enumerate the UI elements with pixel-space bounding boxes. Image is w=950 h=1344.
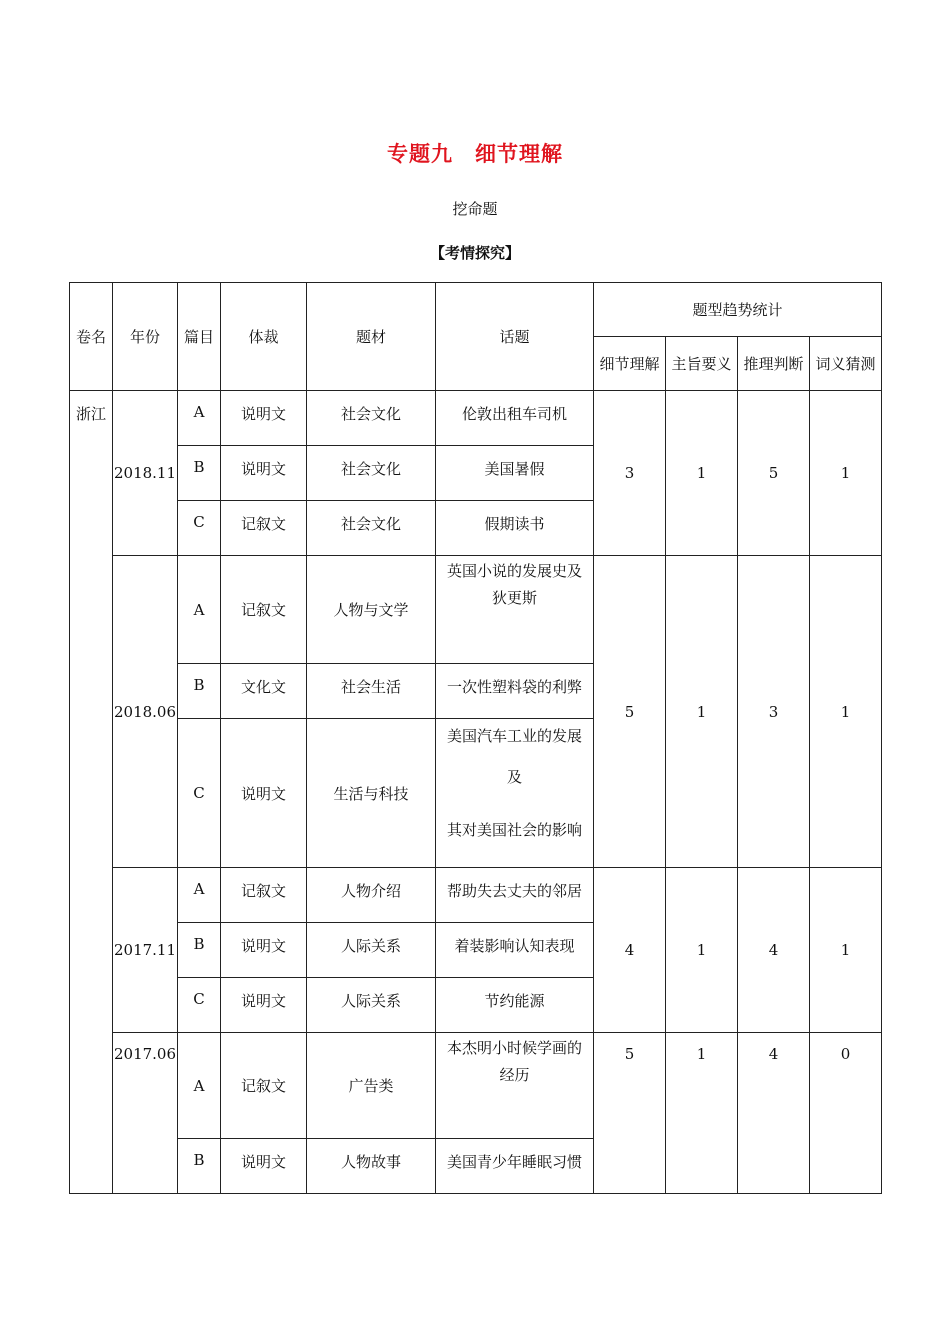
topic-cell: 美国青少年睡眠习惯 [446, 1153, 582, 1171]
header-sub-detail: 细节理解 [594, 337, 666, 391]
topic-cell [436, 1033, 594, 1139]
stat-inference: 5 [738, 391, 810, 556]
table-row [70, 868, 882, 923]
header-sub-vocab: 词义猜测 [810, 337, 882, 391]
header-sub-main-idea: 主旨要义 [666, 337, 738, 391]
year-cell: 2018.06 [113, 556, 178, 868]
ticai-cell: 记叙文 [240, 882, 286, 900]
table-row [70, 391, 882, 446]
subject-cell: 人际关系 [340, 992, 401, 1010]
topic-cell: 着装影响认知表现 [454, 937, 575, 955]
ticai-cell: 记叙文 [221, 556, 307, 664]
subject-cell: 人际关系 [340, 937, 401, 955]
stat-inference: 4 [738, 868, 810, 1033]
year-cell: 2017.06 [113, 1045, 177, 1063]
ticai-cell: 说明文 [221, 719, 307, 868]
topic-cell: 假期读书 [484, 515, 545, 533]
topic-cell: 美国暑假 [484, 460, 545, 478]
topic-cell: 帮助失去丈夫的邻居 [446, 882, 582, 900]
stat-inference: 4 [768, 1045, 779, 1063]
header-subject: 题材 [307, 283, 436, 391]
pian-cell: C [178, 719, 221, 868]
ticai-cell: 说明文 [240, 1153, 286, 1171]
header-pian: 篇目 [178, 283, 221, 391]
ticai-cell: 记叙文 [221, 1033, 307, 1139]
year-cell: 2018.11 [113, 391, 178, 556]
topic-cell: 一次性塑料袋的利弊 [446, 678, 582, 696]
year-cell: 2017.11 [113, 868, 178, 1033]
stat-vocab: 1 [810, 391, 882, 556]
topic-line: 经历 [499, 1066, 530, 1084]
topic-line: 狄更斯 [491, 589, 537, 607]
stat-main-idea: 1 [666, 868, 738, 1033]
header-juan: 卷名 [70, 283, 113, 391]
stat-detail: 4 [594, 868, 666, 1033]
exam-analysis-table [69, 282, 882, 1194]
subject-cell: 人物故事 [340, 1153, 401, 1171]
topic-cell [436, 719, 594, 868]
header-year: 年份 [113, 283, 178, 391]
pian-cell: B [193, 935, 205, 953]
topic-line: 英国小说的发展史及 [446, 562, 582, 580]
pian-cell: A [178, 1033, 221, 1139]
topic-cell: 伦敦出租车司机 [461, 405, 567, 423]
stat-main-idea: 1 [696, 1045, 707, 1063]
stat-detail: 5 [624, 1045, 635, 1063]
stat-vocab: 1 [810, 556, 882, 868]
subject-cell: 生活与科技 [307, 719, 436, 868]
stat-main-idea: 1 [666, 556, 738, 868]
page-title: 专题九 细节理解 [387, 142, 563, 166]
header-sub-inference: 推理判断 [738, 337, 810, 391]
stat-main-idea: 1 [666, 391, 738, 556]
pian-cell: C [193, 990, 205, 1008]
header-trend: 题型趋势统计 [594, 283, 882, 337]
pian-cell: A [178, 556, 221, 664]
topic-line: 美国汽车工业的发展 [446, 727, 582, 745]
topic-cell: 节约能源 [484, 992, 545, 1010]
section-heading: 【考情探究】 [429, 244, 520, 262]
topic-cell [436, 556, 594, 664]
header-topic: 话题 [436, 283, 594, 391]
subject-cell: 社会文化 [340, 405, 401, 423]
ticai-cell: 文化文 [240, 678, 286, 696]
pian-cell: B [193, 1151, 205, 1169]
subject-cell: 人物介绍 [340, 882, 401, 900]
pian-cell: A [193, 880, 205, 898]
ticai-cell: 说明文 [240, 992, 286, 1010]
header-ticai: 体裁 [221, 283, 307, 391]
province-cell: 浙江 [76, 405, 107, 423]
topic-line: 及 [506, 768, 522, 786]
page-subtitle: 挖命题 [452, 200, 498, 218]
stat-detail: 3 [594, 391, 666, 556]
table-row [70, 556, 882, 664]
pian-cell: B [193, 676, 205, 694]
subject-cell: 社会文化 [340, 515, 401, 533]
table-row [70, 1033, 882, 1139]
subject-cell: 社会生活 [340, 678, 401, 696]
topic-line: 其对美国社会的影响 [446, 821, 582, 839]
stat-vocab: 1 [810, 868, 882, 1033]
ticai-cell: 说明文 [240, 405, 286, 423]
topic-line: 本杰明小时候学画的 [446, 1039, 582, 1057]
ticai-cell: 说明文 [240, 937, 286, 955]
stat-inference: 3 [738, 556, 810, 868]
stat-detail: 5 [594, 556, 666, 868]
pian-cell: C [193, 513, 205, 531]
subject-cell: 社会文化 [340, 460, 401, 478]
pian-cell: A [193, 403, 205, 421]
ticai-cell: 说明文 [240, 460, 286, 478]
subject-cell: 人物与文学 [307, 556, 436, 664]
pian-cell: B [193, 458, 205, 476]
ticai-cell: 记叙文 [240, 515, 286, 533]
stat-vocab: 0 [840, 1045, 851, 1063]
subject-cell: 广告类 [307, 1033, 436, 1139]
